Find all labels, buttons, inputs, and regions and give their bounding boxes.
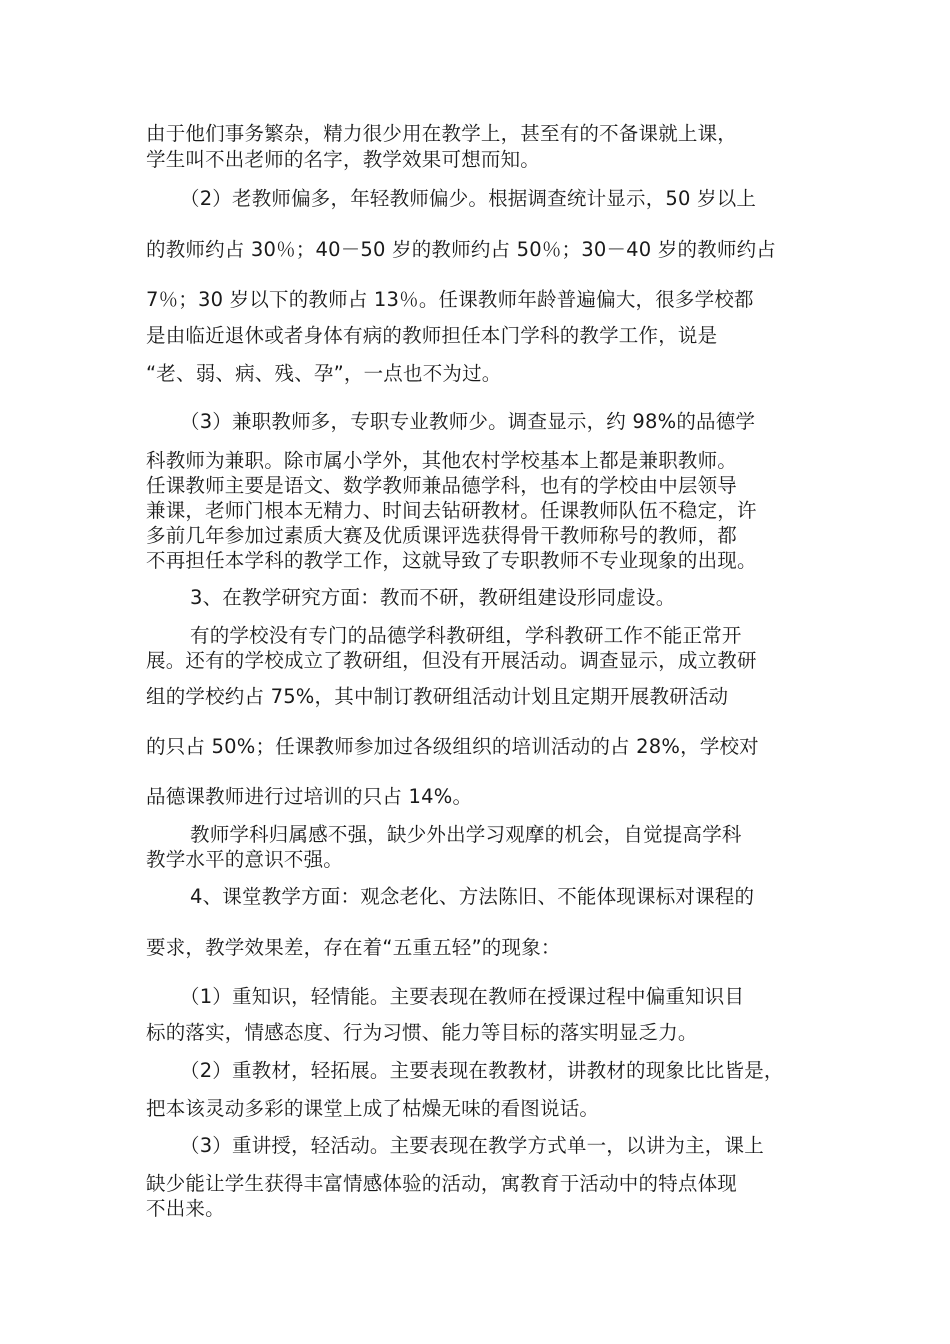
text-line: 教师学科归属感不强，缺少外出学习观摩的机会，自觉提高学科	[190, 823, 742, 846]
text-line: 7％；30 岁以下的教师占 13％。任课教师年龄普遍偏大，很多学校都	[146, 288, 754, 311]
text-line: 组的学校约占 75%，其中制订教研组活动计划且定期开展教研活动	[146, 685, 729, 708]
text-line: “老、弱、病、残、孕”，一点也不为过。	[146, 362, 502, 385]
text-line: 的教师约占 30％；40－50 岁的教师约占 50％；30－40 岁的教师约占	[146, 238, 776, 261]
section-heading: 3、在教学研究方面：教而不研，教研组建设形同虚设。	[190, 586, 676, 609]
text-line: 兼课，老师门根本无精力、时间去钻研教材。任课教师队伍不稳定，许	[146, 499, 757, 522]
text-line: 展。还有的学校成立了教研组，但没有开展活动。调查显示，成立教研	[146, 649, 757, 672]
text-line: （3）重讲授，轻活动。主要表现在教学方式单一，以讲为主，课上	[180, 1134, 764, 1157]
text-line: 由于他们事务繁杂，精力很少用在教学上，甚至有的不备课就上课，	[146, 122, 738, 145]
text-line: （2）重教材，轻拓展。主要表现在教教材，讲教材的现象比比皆是，	[180, 1059, 784, 1082]
text-line: 是由临近退休或者身体有病的教师担任本门学科的教学工作，说是	[146, 324, 718, 347]
text-line: 标的落实，情感态度、行为习惯、能力等目标的落实明显乏力。	[146, 1021, 698, 1044]
text-line: 品德课教师进行过培训的只占 14%。	[146, 785, 473, 808]
text-line: 任课教师主要是语文、数学教师兼品德学科，也有的学校由中层领导	[146, 474, 738, 497]
text-line: 教学水平的意识不强。	[146, 848, 344, 871]
text-line: 把本该灵动多彩的课堂上成了枯燥无味的看图说话。	[146, 1097, 600, 1120]
section-heading: 4、课堂教学方面：观念老化、方法陈旧、不能体现课标对课程的	[190, 885, 755, 908]
text-line: 有的学校没有专门的品德学科教研组，学科教研工作不能正常开	[190, 624, 742, 647]
text-line: 学生叫不出老师的名字，教学效果可想而知。	[146, 148, 541, 171]
text-line: 缺少能让学生获得丰富情感体验的活动，寓教育于活动中的特点体现	[146, 1172, 738, 1195]
text-line: （1）重知识，轻情能。主要表现在教师在授课过程中偏重知识目	[180, 985, 745, 1008]
text-line: （3）兼职教师多，专职专业教师少。调查显示，约 98%的品德学	[180, 410, 756, 433]
text-line: 要求，教学效果差，存在着“五重五轻”的现象：	[146, 936, 561, 959]
text-line: 不再担任本学科的教学工作，这就导致了专职教师不专业现象的出现。	[146, 549, 757, 572]
text-line: 多前几年参加过素质大赛及优质课评选获得骨干教师称号的教师，都	[146, 524, 738, 547]
text-line: 的只占 50%；任课教师参加过各级组织的培训活动的占 28%，学校对	[146, 735, 759, 758]
text-line: 科教师为兼职。除市属小学外，其他农村学校基本上都是兼职教师。	[146, 449, 738, 472]
text-line: 不出来。	[146, 1197, 225, 1220]
text-line: （2）老教师偏多，年轻教师偏少。根据调查统计显示，50 岁以上	[180, 187, 757, 210]
